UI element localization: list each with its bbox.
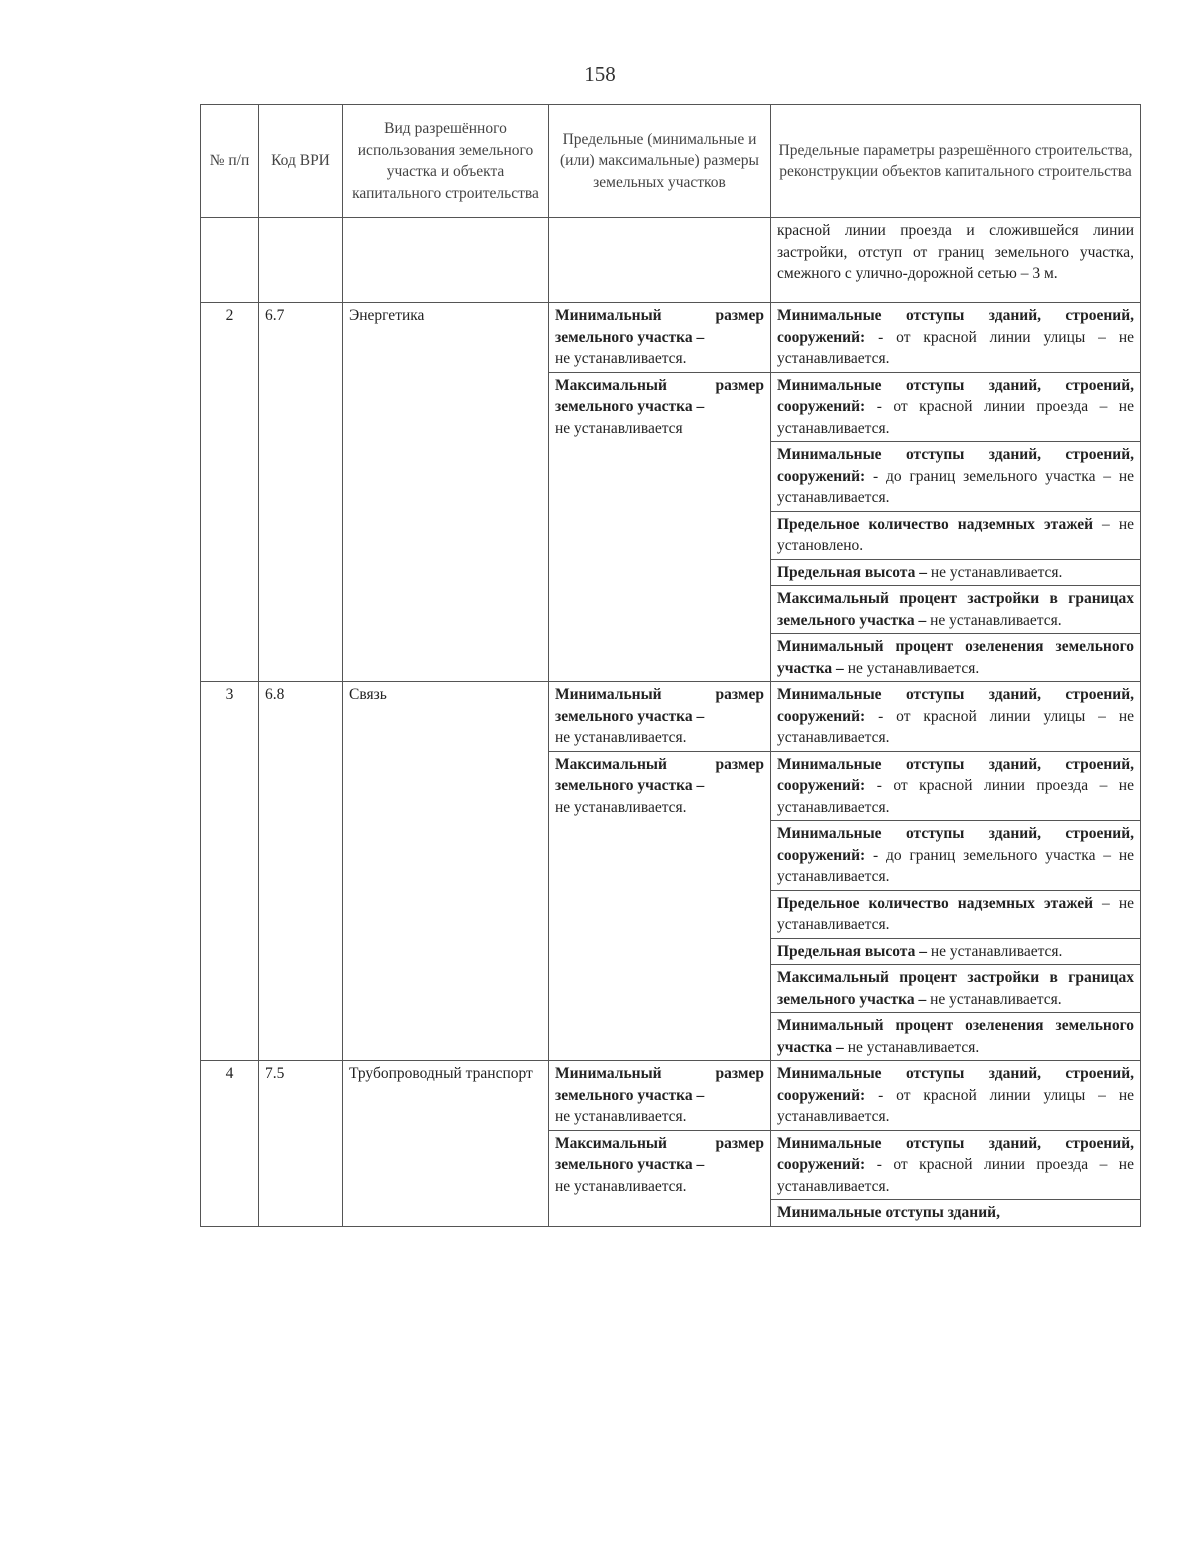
min-size-label: Минимальный размер земельного участка – — [555, 307, 764, 346]
param-text: - до границ земельного участка – не устанавливается. — [777, 846, 1134, 885]
max-size-cell — [549, 751, 771, 1061]
param-title: Предельное количество надземных этажей — [777, 894, 1094, 912]
param-cell — [771, 634, 1141, 682]
table-row — [201, 682, 1141, 752]
zoning-table — [200, 104, 1141, 1227]
header-params: Предельные параметры разрешённого строительства, реконструкции объектов капитального строительства — [771, 105, 1141, 218]
cont-code — [259, 218, 343, 303]
param-text: – не установлено. — [777, 515, 1134, 554]
param-title: Минимальные отступы зданий, строений, сооружений: — [777, 376, 1134, 415]
row-num: 4 — [201, 1061, 259, 1227]
param-cell — [771, 890, 1141, 938]
param-cell — [771, 1061, 1141, 1131]
param-text: не устанавливается. — [926, 990, 1062, 1008]
param-text: не устанавливается. — [926, 563, 1063, 581]
cont-num — [201, 218, 259, 303]
cont-use — [343, 218, 549, 303]
param-text: - от красной линии улицы – не устанавливается. — [777, 707, 1134, 746]
param-title: Минимальный процент озеленения земельного участка – — [777, 1017, 1134, 1056]
param-title: Минимальный процент озеленения земельного участка – — [777, 638, 1134, 677]
max-size-cell — [549, 1130, 771, 1226]
header-code: Код ВРИ — [259, 105, 343, 218]
param-title: Минимальные отступы зданий, строений, сооружений: — [777, 755, 1134, 794]
max-size-value: не устанавливается. — [555, 1177, 687, 1195]
param-title: Минимальные отступы зданий, строений, сооружений: — [777, 825, 1134, 864]
param-cell — [771, 751, 1141, 821]
param-text: - от красной линии улицы – не устанавливается. — [777, 1086, 1134, 1125]
max-size-cell — [549, 372, 771, 682]
param-cell — [771, 938, 1141, 965]
param-title: Максимальный процент застройки в границах земельного участка – — [777, 969, 1134, 1008]
param-title: Предельное количество надземных этажей — [777, 515, 1094, 533]
max-size-label: Максимальный размер земельного участка – — [555, 376, 764, 415]
param-title: Минимальные отступы зданий, строений, сооружений: — [777, 1065, 1134, 1104]
row-use: Трубопроводный транспорт — [343, 1061, 549, 1227]
row-use: Связь — [343, 682, 549, 1061]
param-title: Минимальные отступы зданий, — [777, 1204, 1000, 1221]
table-row — [201, 1061, 1141, 1131]
param-title: Минимальные отступы зданий, строений, сооружений: — [777, 686, 1134, 725]
param-cell — [771, 559, 1141, 586]
param-cell — [771, 1130, 1141, 1200]
param-cell — [771, 1200, 1141, 1227]
min-size-label: Минимальный размер земельного участка – — [555, 1065, 764, 1104]
param-cell — [771, 682, 1141, 752]
max-size-value: не устанавливается. — [555, 798, 687, 816]
row-num: 3 — [201, 682, 259, 1061]
param-title: Максимальный процент застройки в границах земельного участка – — [777, 590, 1134, 629]
param-title: Предельная высота – — [777, 942, 927, 960]
header-use: Вид разрешённого использования земельного участка и объекта капитального строительства — [343, 105, 549, 218]
continuation-row — [201, 218, 1141, 303]
min-size-cell — [549, 1061, 771, 1131]
param-text: не устанавливается. — [843, 659, 980, 677]
max-size-label: Максимальный размер земельного участка – — [555, 755, 764, 794]
row-num: 2 — [201, 303, 259, 682]
param-text: – не устанавливается. — [777, 894, 1134, 933]
min-size-cell — [549, 682, 771, 752]
param-text: - от красной линии улицы – не устанавливается. — [777, 328, 1134, 367]
param-cell — [771, 372, 1141, 442]
min-size-value: не устанавливается. — [555, 729, 687, 746]
param-text: - от красной линии проезда – не устанавливается. — [777, 777, 1134, 816]
min-size-cell — [549, 303, 771, 373]
param-text: - от красной линии проезда – не устанавливается. — [777, 398, 1134, 437]
table-row — [201, 303, 1141, 373]
param-cell — [771, 1013, 1141, 1061]
cont-sizes — [549, 218, 771, 303]
row-use: Энергетика — [343, 303, 549, 682]
table-header-row — [201, 105, 1141, 218]
min-size-value: не устанавливается. — [555, 1108, 687, 1125]
param-title: Минимальные отступы зданий, строений, сооружений: — [777, 1134, 1134, 1173]
param-text: не устанавливается. — [926, 942, 1063, 960]
param-text: - до границ земельного участка – не устанавливается. — [777, 467, 1134, 506]
header-num: № п/п — [201, 105, 259, 218]
param-text: - от красной линии проезда – не устанавливается. — [777, 1156, 1134, 1195]
param-cell — [771, 511, 1141, 559]
param-title: Предельная высота – — [777, 563, 927, 581]
param-text: не устанавливается. — [926, 611, 1062, 629]
max-size-label: Максимальный размер земельного участка – — [555, 1134, 764, 1173]
param-cell — [771, 586, 1141, 634]
max-size-value: не устанавливается — [555, 419, 683, 437]
param-cell — [771, 442, 1141, 512]
param-cell — [771, 965, 1141, 1013]
header-sizes: Предельные (минимальные и (или) максимальные) размеры земельных участков — [549, 105, 771, 218]
param-title: Минимальные отступы зданий, строений, сооружений: — [777, 307, 1134, 346]
row-code: 6.7 — [259, 303, 343, 682]
param-title: Минимальные отступы зданий, строений, сооружений: — [777, 446, 1134, 485]
param-cell — [771, 303, 1141, 373]
param-cell — [771, 821, 1141, 891]
min-size-value: не устанавливается. — [555, 350, 687, 367]
row-code: 6.8 — [259, 682, 343, 1061]
page-number: 158 — [584, 62, 616, 86]
cont-params: красной линии проезда и сложившейся линии застройки, отступ от границ земельного участка, смежного с улично-дорожной сетью – 3 м. — [771, 218, 1141, 303]
param-text: не устанавливается. — [843, 1038, 980, 1056]
min-size-label: Минимальный размер земельного участка – — [555, 686, 764, 725]
row-code: 7.5 — [259, 1061, 343, 1227]
